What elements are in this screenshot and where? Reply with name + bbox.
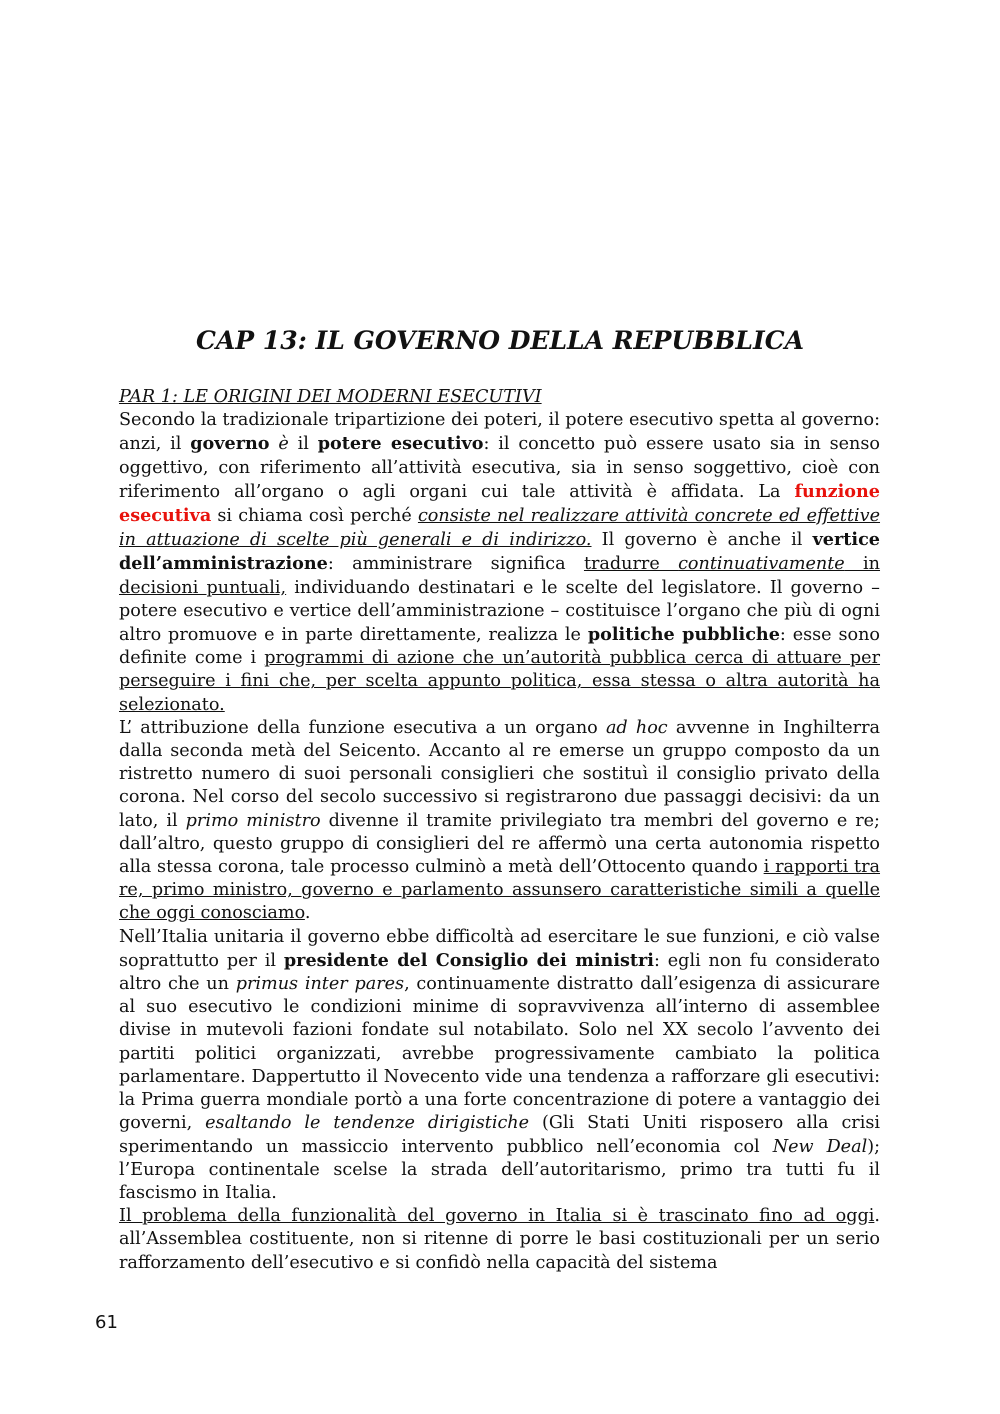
underlined-text: i rapporti tra re, primo ministro, governo e parlamento assunsero caratteristiche simili a quelle che oggi conosciamo <box>119 857 881 924</box>
text-run: Il governo è anche il <box>591 530 813 551</box>
paragraph-3 <box>119 926 880 1205</box>
page-number: 61 <box>95 1312 118 1333</box>
text-run: tradurre <box>583 554 679 575</box>
text-run: si chiama così perché <box>211 506 418 527</box>
paragraph-4 <box>119 1205 880 1275</box>
text-run: ad hoc <box>605 717 668 738</box>
underlined-text: Il problema della funzionalità del governo in Italia si è trascinato fino ad oggi <box>119 1206 875 1227</box>
text-run: primo ministro <box>185 810 321 831</box>
definition-politiche-pubbliche: programmi di azione che un’autorità pubblica cerca di attuare per perseguire i fini che, per scelta appunto politica, essa stessa o altra autorità ha selezionato. <box>119 648 880 715</box>
text-run: avvenne in Inghilterra dalla seconda metà del Seicento. Accanto al re emerse un gruppo composto da un ristretto numero di suoi personali consiglieri che sostituì il consiglio privato della corona. Nel corso del secolo successivo si registrarono due passaggi decisivi: da un lato, il <box>119 717 880 831</box>
text-run: il <box>288 434 318 455</box>
document-body <box>119 386 880 1275</box>
text-run: continuativamente <box>678 554 845 575</box>
text-run: , continuamente distratto dall’esigenza di assicurare al suo esecutivo le condizioni minime di sopravvivenza all’interno di assemblee divise in mutevoli fazioni fondate sul notabilato. Solo nel XX secolo l’avvento dei partiti politici organizzati, avrebbe progressivamente cambiato la politica parlamentare. Dappertutto il Novecento vide una tendenza a rafforzare gli esecutivi: la Prima guerra mondiale portò a una forte concentrazione di potere a vantaggio dei governi, <box>119 974 881 1134</box>
text-run: (Gli Stati Uniti risposero alla crisi sperimentando un massiccio intervento pubblico nell’economia col <box>119 1113 880 1157</box>
term-potere-esecutivo: potere esecutivo <box>317 433 484 455</box>
paragraph-2 <box>119 717 880 926</box>
term-funzione-esecutiva: funzione esecutiva <box>119 480 880 527</box>
definition-funzione-esecutiva: consiste nel realizzare attività concrete ed effettive in attuazione di scelte più generali e di indirizzo. <box>119 506 881 551</box>
text-run: in decisioni puntuali, <box>119 554 881 598</box>
text-run: ); l’Europa continentale scelse la strada dell’autoritarismo, primo tra tutti fu il fascismo in Italia. <box>119 1136 880 1203</box>
term-vertice-amministrazione: vertice dell’amministrazione <box>119 529 880 575</box>
text-run: Secondo la tradizionale tripartizione dei poteri, il potere esecutivo spetta al governo: anzi, il <box>119 410 880 455</box>
term-governo: governo <box>190 433 270 455</box>
term-presidente-consiglio: presidente del Consiglio dei ministri <box>283 949 654 971</box>
chapter-title: CAP 13: IL GOVERNO DELLA REPUBBLICA <box>196 326 804 355</box>
text-run: : il concetto può essere usato sia in senso oggettivo, con riferimento all’attività esecutiva, sia in senso soggettivo, cioè con riferimento all’organo o agli organi cui tale attività è affidata. La <box>119 434 881 502</box>
paragraph-1 <box>119 409 880 717</box>
text-run: . <box>304 903 311 924</box>
section-heading: PAR 1: LE ORIGINI DEI MODERNI ESECUTIVI <box>119 387 542 407</box>
text-run: . all’Assemblea costituente, non si ritenne di porre le basi costituzionali per un serio rafforzamento dell’esecutivo e si confidò nella capacità del sistema <box>119 1206 880 1273</box>
text-run: New Deal <box>772 1136 868 1157</box>
term-politiche-pubbliche: politiche pubbliche <box>587 624 780 646</box>
text-run: esaltando le tendenze dirigistiche <box>205 1113 530 1134</box>
text-run: individuando destinatari e le scelte del legislatore. Il governo – potere esecutivo e vertice dell’amministrazione – costituisce l’organo che più di ogni altro promuove e in parte direttamente, realizza le <box>119 577 880 646</box>
text-run: : amministrare significa <box>327 554 584 575</box>
text-run: Nell’Italia unitaria il governo ebbe difficoltà ad esercitare le sue funzioni, e ciò valse soprattutto per il <box>119 926 880 971</box>
text-run: : egli non fu considerato altro che un <box>119 950 881 995</box>
text-run: divenne il tramite privilegiato tra membri del governo e re; dall’altro, questo gruppo di consiglieri del re affermò una certa autonomia rispetto alla stessa corona, tale processo culminò a metà dell’Ottocento quando <box>119 810 880 878</box>
text-run: primus inter pares <box>235 974 405 995</box>
text-run: : esse sono definite come i <box>119 625 880 669</box>
text-run: L’ attribuzione della funzione esecutiva a un organo <box>119 717 606 738</box>
text-run: è <box>278 434 289 455</box>
